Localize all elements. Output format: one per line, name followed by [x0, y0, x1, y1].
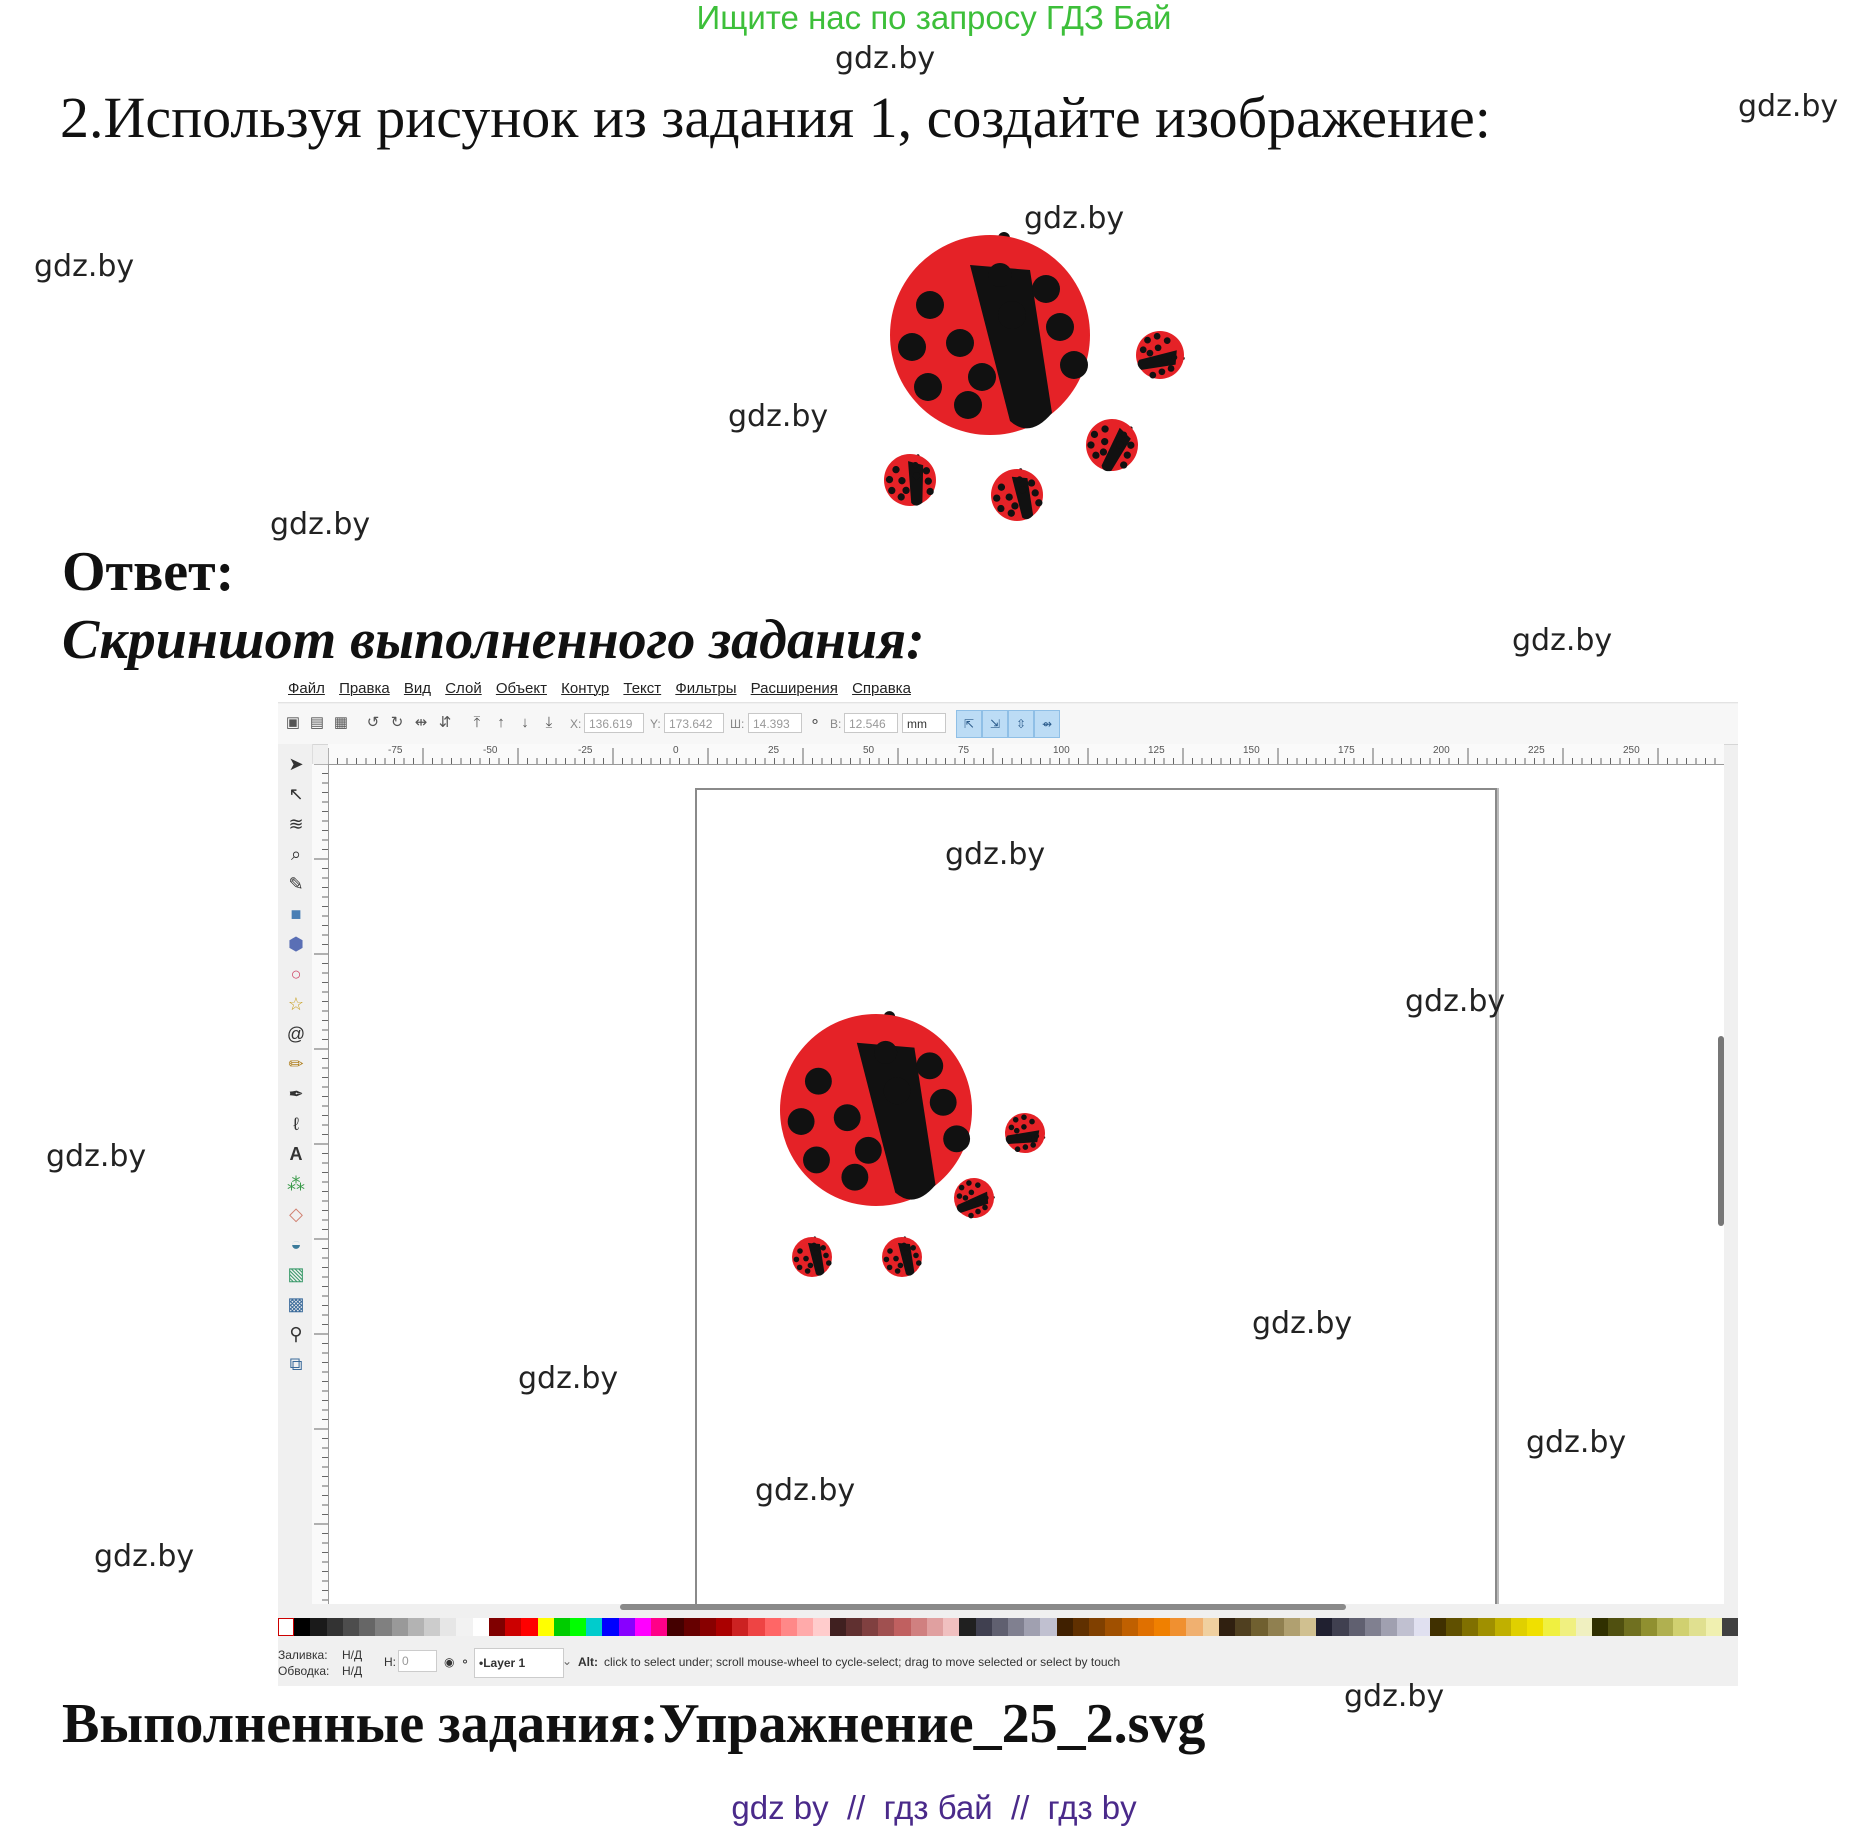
stroke-width-label: Н:	[384, 1655, 396, 1669]
color-swatch[interactable]	[700, 1618, 717, 1636]
watermark: gdz.by	[1252, 1306, 1353, 1341]
color-swatch[interactable]	[1186, 1618, 1203, 1636]
color-swatch[interactable]	[1430, 1618, 1447, 1636]
color-swatch[interactable]	[1560, 1618, 1577, 1636]
color-swatch[interactable]	[894, 1618, 911, 1636]
horizontal-ruler	[328, 744, 1724, 765]
ruler-label: 100	[1053, 745, 1070, 756]
color-swatch[interactable]	[1251, 1618, 1268, 1636]
zoom-tool-icon[interactable]: ⌕	[290, 844, 302, 864]
menu-layer[interactable]: Слой	[445, 680, 482, 697]
color-swatch[interactable]	[1219, 1618, 1236, 1636]
height-label: В:	[830, 717, 842, 731]
color-swatch[interactable]	[635, 1618, 652, 1636]
vertical-ruler	[312, 764, 329, 1604]
color-swatch[interactable]	[1543, 1618, 1560, 1636]
ruler-label: 200	[1433, 745, 1450, 756]
layer-select[interactable]: •Layer 1	[474, 1648, 564, 1678]
color-swatch[interactable]	[927, 1618, 944, 1636]
color-swatch[interactable]	[1268, 1618, 1285, 1636]
stroke-label: Обводка:	[278, 1664, 330, 1678]
color-swatch[interactable]	[781, 1618, 798, 1636]
watermark: gdz.by	[518, 1361, 619, 1396]
pencil-tool-icon[interactable]: ✏	[288, 1054, 304, 1074]
color-swatch[interactable]	[684, 1618, 701, 1636]
lower-icon[interactable]: ↓	[521, 714, 529, 731]
color-swatch[interactable]	[570, 1618, 587, 1636]
color-swatch[interactable]	[1154, 1618, 1171, 1636]
3d-box-tool-icon[interactable]: ⬢	[288, 934, 304, 954]
ruler-label: 225	[1528, 745, 1545, 756]
reference-ladybugs-illustration	[820, 150, 1220, 530]
stroke-width-field[interactable]: 0	[398, 1650, 437, 1672]
node-tool-icon[interactable]: ↖	[288, 784, 304, 804]
color-swatch[interactable]	[911, 1618, 928, 1636]
text-tool-icon[interactable]: A	[289, 1144, 303, 1164]
ruler-label: 25	[768, 745, 780, 756]
ruler-label: 0	[673, 745, 679, 756]
color-swatch[interactable]	[359, 1618, 376, 1636]
color-swatch[interactable]	[1641, 1618, 1658, 1636]
tool-controls-bar	[278, 704, 1738, 745]
eraser-tool-icon[interactable]: ◇	[289, 1204, 303, 1224]
color-swatch[interactable]	[1478, 1618, 1495, 1636]
color-swatch[interactable]	[959, 1618, 976, 1636]
color-palette[interactable]	[278, 1618, 1738, 1636]
fill-value[interactable]: Н/Д	[342, 1648, 363, 1662]
flip-horizontal-icon[interactable]: ⇹	[414, 714, 428, 731]
deselect-icon[interactable]: ▦	[333, 714, 349, 731]
color-swatch[interactable]	[1706, 1618, 1723, 1636]
color-swatch[interactable]	[554, 1618, 571, 1636]
color-swatch[interactable]	[343, 1618, 360, 1636]
answer-label: Ответ:	[62, 541, 235, 603]
menu-path[interactable]: Контур	[561, 680, 610, 697]
vertical-scrollbar[interactable]	[1718, 1036, 1724, 1226]
select-all-layers-icon[interactable]: ▤	[309, 714, 325, 731]
color-swatch[interactable]	[1381, 1618, 1398, 1636]
watermark: gdz.by	[1512, 623, 1613, 658]
spray-tool-icon[interactable]: ⁂	[287, 1174, 305, 1194]
watermark: gdz.by	[755, 1473, 856, 1508]
raise-to-top-icon[interactable]: ⤒	[473, 714, 481, 731]
pen-tool-icon[interactable]: ✒	[288, 1084, 304, 1104]
menu-file[interactable]: Файл	[288, 680, 325, 697]
mesh-tool-icon[interactable]: ▩	[287, 1294, 305, 1314]
lower-to-bottom-icon[interactable]: ⤓	[545, 714, 553, 731]
watermark: gdz.by	[46, 1139, 147, 1174]
ladybugs-drawing[interactable]	[329, 765, 1724, 1604]
color-swatch[interactable]	[408, 1618, 425, 1636]
watermark: gdz.by	[34, 249, 135, 284]
color-swatch[interactable]	[1235, 1618, 1252, 1636]
color-swatch[interactable]	[1138, 1618, 1155, 1636]
menu-object[interactable]: Объект	[495, 680, 547, 697]
menu-view[interactable]: Вид	[403, 680, 432, 697]
color-swatch[interactable]	[1122, 1618, 1139, 1636]
ruler-label: 175	[1338, 745, 1355, 756]
scale-stroke-icon[interactable]: ⇱	[956, 710, 982, 738]
chevron-down-icon[interactable]: ⌄	[562, 1654, 573, 1668]
color-swatch[interactable]	[943, 1618, 960, 1636]
color-swatch[interactable]	[424, 1618, 441, 1636]
color-swatch[interactable]	[1722, 1618, 1738, 1636]
rectangle-tool-icon[interactable]: ■	[290, 904, 302, 924]
watermark: gdz.by	[1344, 1679, 1445, 1714]
calligraphy-tool-icon[interactable]: ℓ	[293, 1114, 299, 1134]
menu-filters[interactable]: Фильтры	[675, 680, 737, 697]
layer-visibility-icon[interactable]: ◉	[444, 1655, 455, 1669]
color-swatch[interactable]	[1414, 1618, 1431, 1636]
gradient-tool-icon[interactable]: ▧	[287, 1264, 305, 1284]
ruler-label: 250	[1623, 745, 1640, 756]
color-swatch[interactable]	[862, 1618, 879, 1636]
color-swatch[interactable]	[310, 1618, 327, 1636]
color-swatch[interactable]	[294, 1618, 311, 1636]
color-swatch[interactable]	[1608, 1618, 1625, 1636]
tweak-tool-icon[interactable]: ≋	[288, 814, 304, 834]
ruler-label: 50	[863, 745, 875, 756]
ruler-label: -50	[483, 745, 498, 756]
menu-text[interactable]: Текст	[623, 680, 662, 697]
color-swatch[interactable]	[473, 1618, 490, 1636]
status-hint: click to select under; scroll mouse-wheel to cycle-select; drag to move selected or select by touch	[604, 1655, 1121, 1669]
color-swatch[interactable]	[1316, 1618, 1333, 1636]
no-paint-swatch[interactable]	[278, 1618, 294, 1636]
color-swatch[interactable]	[1057, 1618, 1074, 1636]
status-hint-key: Alt:	[578, 1655, 598, 1669]
color-swatch[interactable]	[1024, 1618, 1041, 1636]
color-swatch[interactable]	[1300, 1618, 1317, 1636]
ellipse-tool-icon[interactable]: ○	[290, 964, 302, 984]
status-bar	[278, 1638, 1738, 1686]
inkscape-window	[278, 676, 1738, 1686]
watermark: gdz.by	[1738, 89, 1839, 124]
select-all-icon[interactable]: ▣	[285, 714, 301, 731]
color-swatch[interactable]	[846, 1618, 863, 1636]
color-swatch[interactable]	[602, 1618, 619, 1636]
y-field[interactable]: 173.642	[664, 713, 724, 733]
color-swatch[interactable]	[538, 1618, 555, 1636]
watermark: gdz.by	[945, 837, 1046, 872]
rotate-ccw-icon[interactable]: ↺	[366, 714, 380, 731]
ruler-ticks	[328, 744, 1724, 764]
color-swatch[interactable]	[813, 1618, 830, 1636]
color-swatch[interactable]	[1657, 1618, 1674, 1636]
color-swatch[interactable]	[732, 1618, 749, 1636]
star-tool-icon[interactable]: ☆	[287, 994, 305, 1014]
color-swatch[interactable]	[797, 1618, 814, 1636]
color-swatch[interactable]	[521, 1618, 538, 1636]
scale-corners-icon[interactable]: ⇲	[982, 710, 1008, 738]
x-field[interactable]: 136.619	[584, 713, 644, 733]
vertical-ruler-ticks	[312, 764, 328, 1604]
drawing-canvas[interactable]	[329, 765, 1724, 1604]
color-swatch[interactable]	[619, 1618, 636, 1636]
color-swatch[interactable]	[1332, 1618, 1349, 1636]
ruler-label: 125	[1148, 745, 1165, 756]
fill-label: Заливка:	[278, 1648, 328, 1662]
y-label: Y:	[650, 717, 661, 731]
color-swatch[interactable]	[992, 1618, 1009, 1636]
transform-pattern-icon[interactable]: ⇴	[1034, 710, 1060, 738]
width-field[interactable]: 14.393	[748, 713, 802, 733]
menu-bar	[278, 676, 1738, 703]
color-swatch[interactable]	[456, 1618, 473, 1636]
ruler-label: 75	[958, 745, 970, 756]
color-swatch[interactable]	[1495, 1618, 1512, 1636]
watermark: gdz.by	[94, 1539, 195, 1574]
unit-select[interactable]: mm	[902, 713, 946, 733]
color-swatch[interactable]	[748, 1618, 765, 1636]
watermark: gdz.by	[728, 399, 829, 434]
measure-tool-icon[interactable]: ✎	[288, 874, 304, 894]
menu-help[interactable]: Справка	[852, 680, 911, 697]
color-swatch[interactable]	[1365, 1618, 1382, 1636]
dropper-tool-icon[interactable]: ⚲	[289, 1324, 303, 1344]
color-swatch[interactable]	[586, 1618, 603, 1636]
color-swatch[interactable]	[878, 1618, 895, 1636]
color-swatch[interactable]	[1089, 1618, 1106, 1636]
color-swatch[interactable]	[765, 1618, 782, 1636]
color-swatch[interactable]	[1105, 1618, 1122, 1636]
color-swatch[interactable]	[1673, 1618, 1690, 1636]
color-swatch[interactable]	[1511, 1618, 1528, 1636]
color-swatch[interactable]	[1689, 1618, 1706, 1636]
ruler-label: -75	[388, 745, 403, 756]
transform-gradient-icon[interactable]: ⇳	[1008, 710, 1034, 738]
ruler-label: 150	[1243, 745, 1260, 756]
color-swatch[interactable]	[1040, 1618, 1057, 1636]
stroke-value[interactable]: Н/Д	[342, 1664, 363, 1678]
watermark: gdz.by	[1024, 201, 1125, 236]
color-swatch[interactable]	[489, 1618, 506, 1636]
flip-vertical-icon[interactable]: ⇵	[438, 714, 452, 731]
color-swatch[interactable]	[976, 1618, 993, 1636]
color-swatch[interactable]	[505, 1618, 522, 1636]
color-swatch[interactable]	[1446, 1618, 1463, 1636]
footer-text: gdz by // гдз бай // гдз by	[731, 1789, 1137, 1826]
selector-tool-icon[interactable]: ➤	[288, 754, 304, 774]
color-swatch[interactable]	[1073, 1618, 1090, 1636]
color-swatch[interactable]	[375, 1618, 392, 1636]
connector-tool-icon[interactable]: ⧉	[289, 1354, 303, 1374]
color-swatch[interactable]	[1284, 1618, 1301, 1636]
watermark: gdz.by	[270, 507, 371, 542]
menu-extensions[interactable]: Расширения	[750, 680, 838, 697]
watermark: gdz.by	[1405, 984, 1506, 1019]
color-swatch[interactable]	[1203, 1618, 1220, 1636]
bucket-tool-icon[interactable]: ◒	[290, 1234, 302, 1254]
raise-icon[interactable]: ↑	[497, 714, 505, 731]
height-field[interactable]: 12.546	[844, 713, 898, 733]
toolbox	[278, 744, 313, 1604]
task-title: 2.Используя рисунок из задания 1, создайте изображение:	[60, 85, 1491, 150]
menu-edit[interactable]: Правка	[339, 680, 390, 697]
horizontal-scrollbar[interactable]	[620, 1604, 1346, 1610]
color-swatch[interactable]	[1397, 1618, 1414, 1636]
color-swatch[interactable]	[1349, 1618, 1366, 1636]
color-swatch[interactable]	[667, 1618, 684, 1636]
color-swatch[interactable]	[716, 1618, 733, 1636]
color-swatch[interactable]	[440, 1618, 457, 1636]
color-swatch[interactable]	[1592, 1618, 1609, 1636]
completed-task-label: Выполненные задания:Упражнение_25_2.svg	[62, 1693, 1206, 1755]
watermark: gdz.by	[835, 41, 936, 76]
width-label: Ш:	[730, 717, 745, 731]
rotate-cw-icon[interactable]: ↻	[390, 714, 404, 731]
color-swatch[interactable]	[1462, 1618, 1479, 1636]
layer-lock-icon[interactable]: ⚬	[460, 1655, 471, 1669]
color-swatch[interactable]	[1576, 1618, 1593, 1636]
color-swatch[interactable]	[1170, 1618, 1187, 1636]
answer-subtitle: Скриншот выполненного задания:	[62, 609, 925, 671]
color-swatch[interactable]	[1527, 1618, 1544, 1636]
watermark: gdz.by	[1526, 1425, 1627, 1460]
color-swatch[interactable]	[830, 1618, 847, 1636]
banner-text: Ищите нас по запросу ГДЗ Бай	[696, 0, 1172, 36]
color-swatch[interactable]	[1008, 1618, 1025, 1636]
x-label: X:	[570, 717, 582, 731]
spiral-tool-icon[interactable]: @	[286, 1024, 306, 1044]
color-swatch[interactable]	[651, 1618, 668, 1636]
color-swatch[interactable]	[327, 1618, 344, 1636]
color-swatch[interactable]	[1624, 1618, 1641, 1636]
color-swatch[interactable]	[392, 1618, 409, 1636]
ruler-label: -25	[578, 745, 593, 756]
lock-proportions-icon[interactable]: ⚬	[808, 714, 822, 731]
